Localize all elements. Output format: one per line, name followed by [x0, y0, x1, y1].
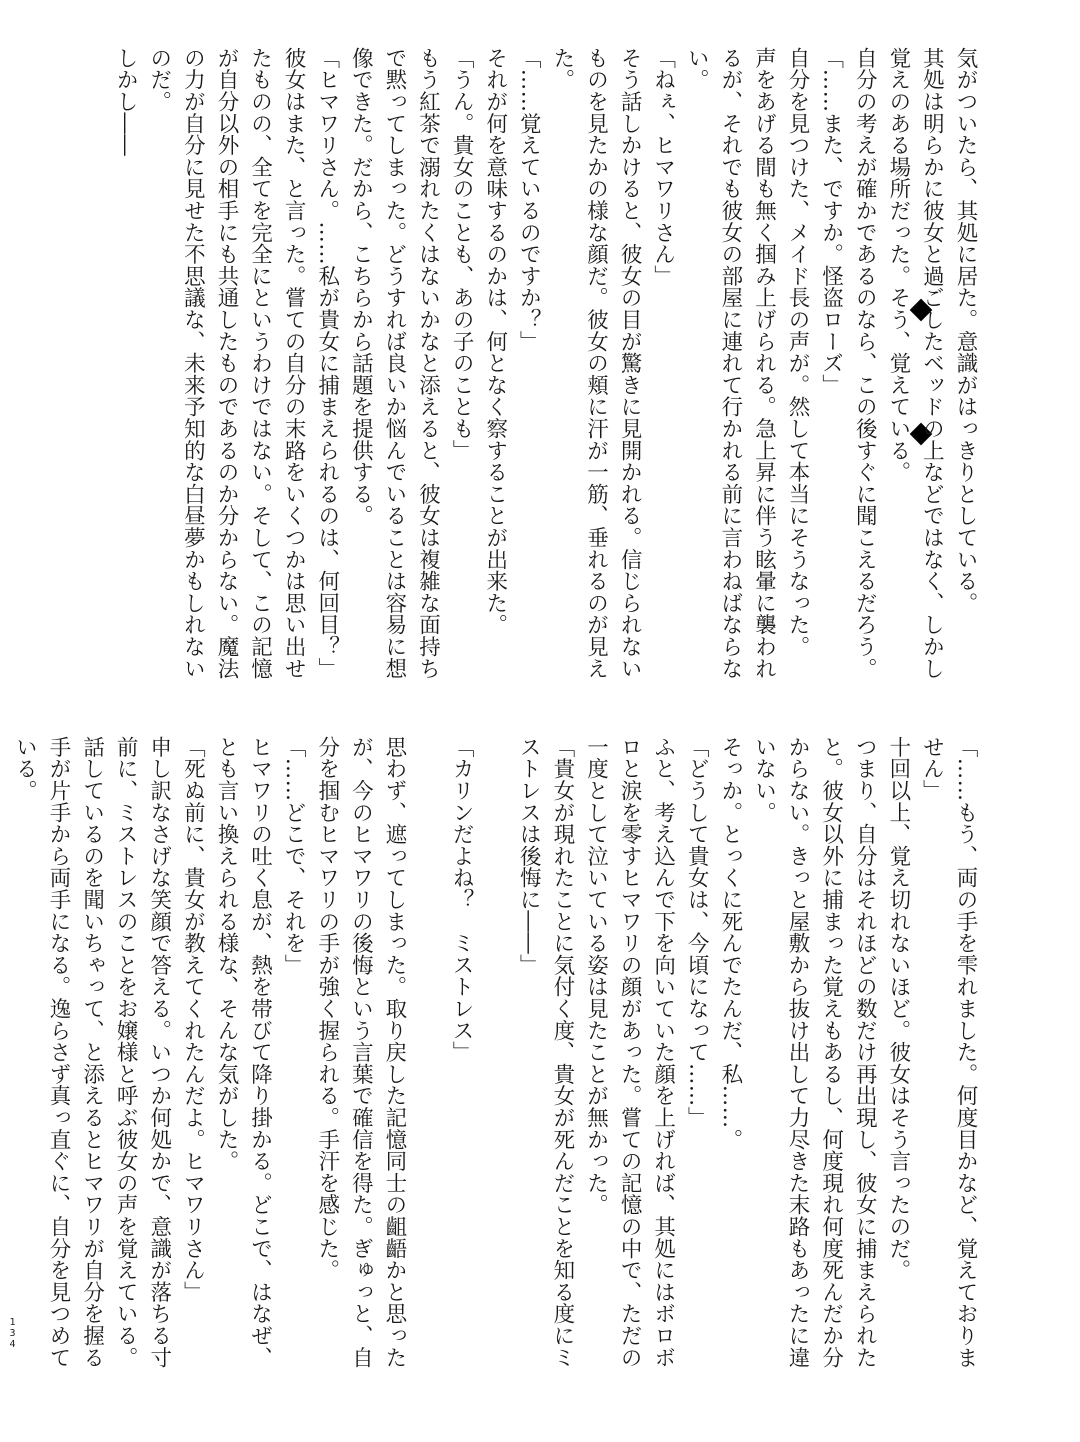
dialogue-line: 「貴女が現れたことに気付く度、貴女が死んだことを知る度にミストレスは後悔に――」 [516, 736, 575, 1369]
paragraph: つまり、自分はそれほどの数だけ再出現し、彼女に捕まえられたと。彼女以外に捕まった覚えもあるし、何度現れ何度死んだか分からない。きっと屋敷から抜け出して力尽きた末路もあったに違いない。 [751, 736, 878, 1369]
page-number: 134 [7, 1317, 18, 1350]
dialogue-line: 「……どこで、それを」 [281, 736, 307, 976]
paragraph: もう紅茶で溺れたくはないかなと添えると、彼女は複雑な面持ちで黙ってしまった。どうすれば良いか悩んでいることは容易に想像できた。だから、こちらから話題を提供する。 [348, 47, 441, 680]
paragraph: 話しているのを聞いちゃって、と添えるとヒマワリが自分を握る手が片手から両手になる。逸らさず真っ直ぐに、自分を見つめている。 [12, 736, 105, 1369]
paragraph: 気がついたら、其処に居た。意識がはっきりとしている。 [953, 47, 978, 614]
paragraph: しかし―― [113, 47, 139, 156]
paragraph: そう話しかけると、彼女の目が驚きに見開かれる。信じられないものを見たかの様な顔だ。彼女の頬に汗が一筋、垂れるのが見えた。 [549, 47, 643, 680]
dialogue-line: 「ヒマワリさん。……私が貴女に捕まえられるのは、何回目？」 [314, 47, 340, 680]
dialogue-line: 「……もう、両の手を雫れました。何度目かなど、覚えておりません」 [919, 736, 978, 1369]
paragraph: 思わず、遮ってしまった。取り戻した記憶同士の齟齬かと思ったが、今のヒマワリの後悔という言葉で確信を得た。ぎゅっと、自分を掴むヒマワリの手が強く握られる。手汗を感じた。 [314, 736, 407, 1369]
dialogue-line: 「……覚えているのですか？」 [516, 47, 542, 353]
paragraph: そっか。とっくに死んでたんだ、私……。 [717, 736, 743, 1151]
paragraph: 申し訳なさげな笑顔で答える。いつか何処かで、意識が落ちる寸前に、ミストレスのことをお嬢様と呼ぶ彼女の声を覚えている。 [113, 736, 172, 1369]
paragraph: 彼女はまた、と言った。嘗ての自分の末路をいくつかは思い出せたものの、全てを完全にというわけではない。そして、この記憶が自分以外の相手にも共通したものであるのか分からない。魔法の力が自分に見せた不思議な、未来予知的な白昼夢かもしれないのだ。 [146, 47, 307, 680]
paragraph: 十回以上、覚え切れないほど。彼女はそう言ったのだ。 [885, 736, 911, 1281]
dialogue-line: 「うん。貴女のことも、あの子のことも」 [449, 47, 475, 462]
paragraph: それが何を意味するのかは、何となく察することが出来た。 [482, 47, 508, 636]
paragraph: 其処は明らかに彼女と過ごしたベッドの上などではなく、しかし覚えのある場所だった。そう、覚えている。 [885, 47, 945, 680]
dialogue-line: 「どうして貴女は、今頃になって……」 [684, 736, 710, 1129]
dialogue-line: 「……また、ですか。怪盗ローズ」 [818, 47, 844, 396]
paragraph: 自分を見つけた、メイド長の声が。然して本当にそうなった。 [785, 47, 811, 658]
paragraph: 声をあげる間も無く掴み上げられる。急上昇に伴う眩暈に襲われるが、それでも彼女の部屋に連れて行かれる前に言わねばならない。 [684, 47, 777, 680]
dialogue-line: 「ねぇ、ヒマワリさん」 [650, 47, 676, 287]
blank-line [411, 736, 445, 1388]
paragraph: 自分の考えが確かであるのなら、この後すぐに聞こえるだろう。 [852, 47, 878, 680]
paragraph: ふと、考え込んで下を向いていた顔を上げれば、其処にはボロボロと涙を零すヒマワリの顔があった。嘗ての記憶の中で、ただの一度として泣いている姿は見たことが無かった。 [583, 736, 676, 1369]
blank-line [478, 736, 512, 1388]
dialogue-line: 「死ぬ前に、貴女が教えてくれたんだよ。ヒマワリさん」 [180, 736, 206, 1303]
paragraph: ヒマワリの吐く息が、熱を帯びて降り掛かる。どこで、はなぜ、とも言い換えられる様な、そんな気がした。 [213, 736, 273, 1369]
dialogue-line: 「カリンだよね？ ミストレス」 [449, 736, 475, 1063]
upper-text-tier [113, 47, 982, 699]
